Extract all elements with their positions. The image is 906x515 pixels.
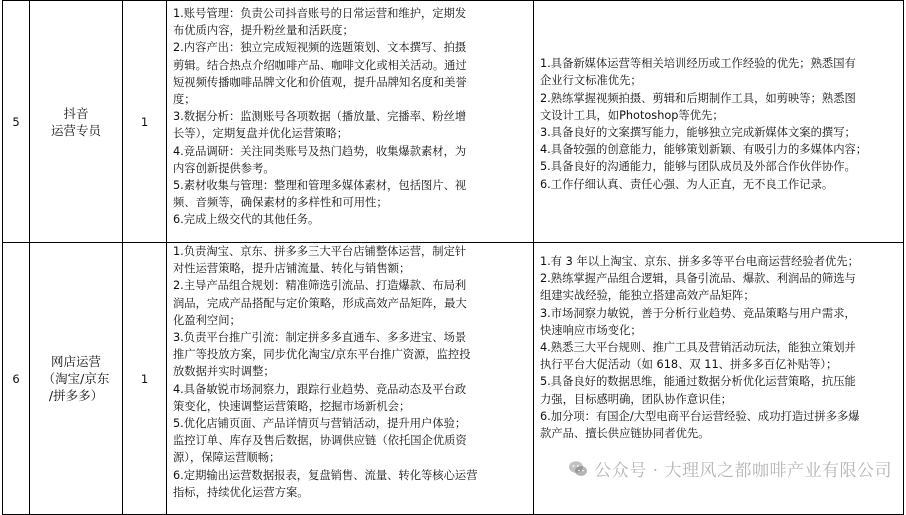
duty-line: 6.完成上级交代的其他任务。 xyxy=(173,213,320,227)
requirement-line: 力强，目标感明确，团队协作意识佳； xyxy=(540,392,733,406)
duty-line: 3.负责平台推广引流：制定拼多多直通车、多多进宝、场景 xyxy=(173,331,467,345)
requirement-line: 6.加分项：有国企/大型电商平台运营经验、成功打造过拼多多爆 xyxy=(540,409,860,423)
row-number: 6 xyxy=(3,243,30,515)
requirement-line: 1.具备新媒体运营等相关培训经历或工作经验的优先；熟悉国有 xyxy=(540,57,856,71)
duty-line: 2.主导产品组合规划：精准筛选引流品、打造爆款、布局利 xyxy=(173,279,467,293)
duty-line: 化盈利空间； xyxy=(173,313,241,327)
headcount: 1 xyxy=(123,1,167,243)
duty-line: 润品，完成产品搭配与定价策略，形成高效产品矩阵，最大 xyxy=(173,296,467,310)
requirement-line: 款产品、擅长供应链协同者优先。 xyxy=(540,427,710,441)
duty-line: 4.具备敏锐市场洞察力，跟踪行业趋势、竞品动态及平台政 xyxy=(173,382,467,396)
position-line: 运营专员 xyxy=(50,122,101,138)
position-line: （淘宝/京东 xyxy=(42,371,110,386)
position-line: /拼多多） xyxy=(48,388,104,403)
position-line: 网店运营 xyxy=(50,354,101,369)
requirement-line: 3.市场洞察力敏锐，善于分析行业趋势、竞品策略与用户需求， xyxy=(540,306,856,320)
duty-line: 6.定期输出运营数据报表，复盘销售、流量、转化等核心运营 xyxy=(173,468,478,482)
requirements-cell xyxy=(534,1,904,243)
duty-line: 布优质内容，提升粉丝量和活跃度； xyxy=(173,24,354,38)
duty-line: 3.数据分析：监测账号各项数据（播放量、完播率、粉丝增 xyxy=(173,110,467,124)
position-cell xyxy=(30,243,123,515)
requirement-line: 企业行文标准优先； xyxy=(540,74,642,88)
requirement-line: 快速响应市场变化； xyxy=(540,323,642,337)
duty-line: 对性运营策略，提升店铺流量、转化与销售额； xyxy=(173,262,411,276)
duty-line: 度； xyxy=(173,93,196,107)
position-cell xyxy=(30,1,123,243)
duty-line: 1.负责淘宝、京东、拼多多三大平台店铺整体运营，制定针 xyxy=(173,245,467,258)
duty-line: 剪辑。结合热点介绍咖啡产品、咖啡文化或相关活动。通过 xyxy=(173,58,467,72)
requirement-line: 文设计工具，如Photoshop等优先； xyxy=(540,108,724,122)
watermark xyxy=(568,456,892,481)
requirement-line: 6.工作仔细认真、责任心强、为人正直，无不良工作记录。 xyxy=(540,177,834,191)
duty-line: 4.竞品调研：关注同类账号及热门趋势，收集爆款素材，为 xyxy=(173,144,467,158)
duty-line: 内容创新提供参考。 xyxy=(173,161,275,175)
duty-line: 指标，持续优化运营方案。 xyxy=(173,485,309,499)
wechat-icon xyxy=(568,459,588,479)
requirement-line: 2.熟练掌握视频拍摄、剪辑和后期制作工具，如剪映等；熟悉图 xyxy=(540,91,856,105)
requirement-line: 执行平台大促活动（如 618、双 11、拼多多百亿补贴等）； xyxy=(540,358,838,372)
table-row xyxy=(3,1,904,243)
duty-line: 频、音频等，确保素材的多样性和可用性； xyxy=(173,196,388,210)
duty-line: 源），保障运营顺畅； xyxy=(173,451,281,465)
duty-line: 推广等投放方案，同步优化淘宝/京东平台推广资源，监控投 xyxy=(173,348,471,362)
row-number: 5 xyxy=(3,1,30,243)
job-table xyxy=(2,0,904,515)
requirement-line: 5.具备良好的数据思维，能通过数据分析优化运营策略，抗压能 xyxy=(540,375,856,389)
duties-cell xyxy=(167,243,534,515)
duty-line: 放数据并实时调整； xyxy=(173,365,275,379)
requirement-line: 3.具备良好的文案撰写能力，能够独立完成新媒体文案的撰写； xyxy=(540,126,856,139)
duty-line: 5.优化店铺页面、产品详情页与营销活动，提升用户体验； xyxy=(173,417,467,431)
duties-cell xyxy=(167,1,534,243)
duty-line: 1.账号管理：负责公司抖音账号的日常运营和维护，定期发 xyxy=(173,7,467,20)
requirement-line: 2.熟练掌握产品组合逻辑，具备引流品、爆款、利润品的筛选与 xyxy=(540,272,856,286)
duty-line: 监控订单、库存及售后数据，协调供应链（依托国企优质资 xyxy=(173,434,467,448)
requirement-line: 组建实战经验，能独立搭建高效产品矩阵； xyxy=(540,289,755,303)
requirement-line: 4.具备较强的创意能力，能够策划新颖、有吸引力的多媒体内容； xyxy=(540,143,868,157)
duty-line: 2.内容产出：独立完成短视频的选题策划、文本撰写、拍摄 xyxy=(173,41,467,55)
duty-line: 5.素材收集与管理：整理和管理多媒体素材，包括图片、视 xyxy=(173,179,467,193)
duty-line: 长等），定期复盘并优化运营策略； xyxy=(173,127,349,141)
headcount: 1 xyxy=(123,243,167,515)
requirement-line: 1.有 3 年以上淘宝、京东、拼多多等平台电商运营经验者优先； xyxy=(540,255,859,268)
requirement-line: 5.具备良好的沟通能力，能够与团队成员及外部合作伙伴协作。 xyxy=(540,160,856,174)
position-line: 抖音 xyxy=(63,105,89,121)
duty-line: 短视频传播咖啡品牌文化和价值观，提升品牌知名度和美誉 xyxy=(173,75,467,89)
watermark-text: 公众号 · 大理风之都咖啡产业有限公司 xyxy=(594,461,892,481)
duty-line: 策变化，快速调整运营策略，挖掘市场新机会； xyxy=(173,399,411,413)
requirement-line: 4.熟悉三大平台规则、推广工具及营销活动玩法，能独立策划并 xyxy=(540,341,856,355)
